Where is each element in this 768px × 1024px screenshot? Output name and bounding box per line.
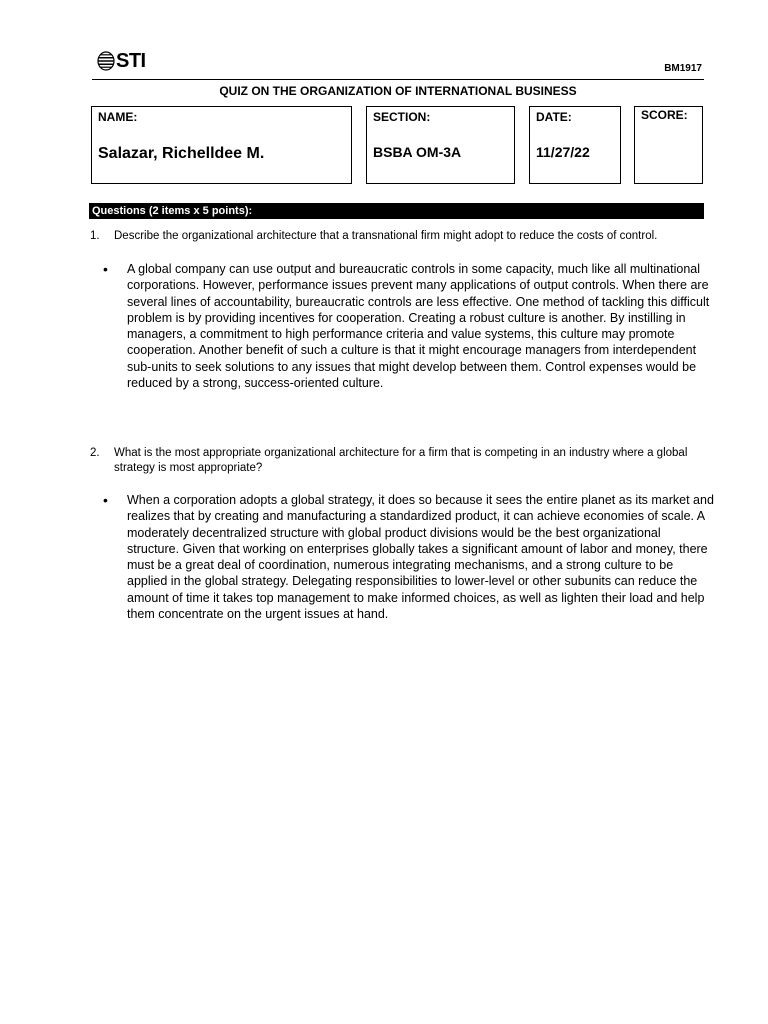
answer-text: A global company can use output and bureaucratic controls in some capacity, much like all multinational corporations. However, performance issues prevent many applications of output controls. When there are several lines of accountability, bureaucratic controls are less effective. One method of tackling this difficult problem is by providing incentives for cooperation. Creating a robust culture is another. By instilling in managers, a commitment to high performance criteria and value systems, this culture may promote cooperation. Another benefit of such a culture is that it might encourage managers from interdependent sub-units to seek solutions to any issues that might develop between them. Control expenses would be reduced by a strong, success-oriented culture. <box>127 262 710 391</box>
question-number: 1. <box>90 230 100 242</box>
sti-logo <box>97 50 146 72</box>
date-value: 11/27/22 <box>536 144 590 160</box>
answer-text: When a corporation adopts a global strategy, it does so because it sees the entire planet as its market and realizes that by creating and manufacturing a standardized product, it can achieve economies of scale. A moderately decentralized structure with global product divisions would be the best organizational structure. Given that working on enterprises globally takes a significant amount of labor and money, there must be a great deal of coordination, numerous integrating mechanisms, and a strong culture to be applied in the global strategy. Delegating responsibilities to lower-level or other subunits can reduce the amount of time it takes top management to make informed choices, as well as lighten their load and help them concentrate on the urgent issues at hand. <box>127 493 714 622</box>
section-box <box>366 106 515 184</box>
date-box <box>529 106 621 184</box>
bullet-icon: • <box>103 492 108 508</box>
question-2 <box>90 446 710 476</box>
name-box <box>91 106 352 184</box>
question-1 <box>90 229 710 244</box>
section-label: SECTION: <box>373 110 431 124</box>
score-label: SCORE: <box>641 108 688 122</box>
question-text: What is the most appropriate organizational architecture for a firm that is competing in an industry where a global strategy is most appropriate? <box>114 447 688 474</box>
score-box <box>634 106 703 184</box>
sti-globe-logo-icon <box>97 51 115 71</box>
section-value: BSBA OM-3A <box>373 144 462 160</box>
name-value: Salazar, Richelldee M. <box>98 145 265 162</box>
title-divider <box>92 79 704 80</box>
page-title: QUIZ ON THE ORGANIZATION OF INTERNATIONAL BUSINESS <box>219 84 577 98</box>
name-label: NAME: <box>98 110 138 124</box>
answer-1 <box>103 261 715 391</box>
questions-header: Questions (2 items x 5 points): <box>89 203 704 219</box>
logo-text: STI <box>116 50 146 72</box>
question-number: 2. <box>90 447 100 459</box>
answer-2 <box>103 492 715 622</box>
bullet-icon: • <box>103 261 108 277</box>
document-code: BM1917 <box>664 63 702 74</box>
date-label: DATE: <box>536 110 572 124</box>
question-text: Describe the organizational architecture that a transnational firm might adopt to reduce the costs of control. <box>114 230 658 242</box>
